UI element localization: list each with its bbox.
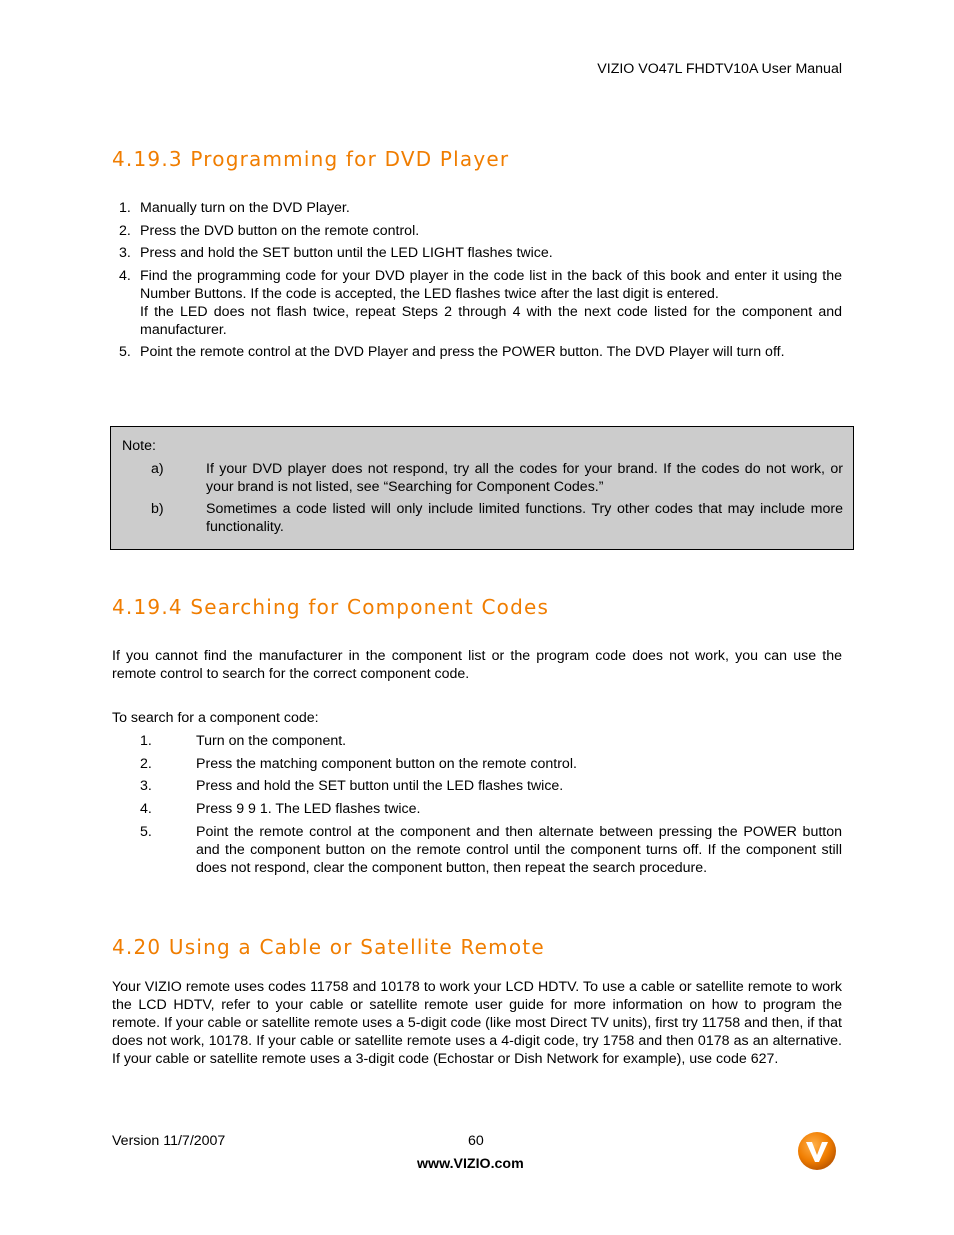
step-number: 5.	[119, 344, 131, 360]
header-title: VIZIO VO47L FHDTV10A User Manual	[597, 61, 842, 77]
step-text: Press 9 9 1. The LED flashes twice.	[196, 801, 421, 818]
dvd-steps-list	[112, 199, 842, 361]
list-item	[112, 755, 842, 773]
list-item	[112, 343, 842, 361]
step-text: Press the matching component button on the remote control.	[196, 755, 577, 772]
footer-version: Version 11/7/2007	[112, 1133, 226, 1149]
search-intro: If you cannot find the manufacturer in the component list or the program code does not work, you can use the remote control to search for the correct component code.	[112, 648, 842, 682]
search-steps-list	[112, 732, 842, 877]
step-number: 3.	[119, 245, 131, 261]
list-item	[112, 199, 842, 217]
page-number: 60	[468, 1133, 484, 1149]
list-item	[112, 800, 842, 818]
step-text: Press and hold the SET button until the LED LIGHT flashes twice.	[140, 245, 553, 261]
list-item	[112, 732, 842, 750]
step-number: 4.	[140, 801, 152, 818]
step-number: 2.	[119, 222, 131, 239]
note-text: If your DVD player does not respond, try all the codes for your brand. If the codes do not work, or your brand is not listed, see “Searching for Component Codes.”	[206, 461, 843, 495]
footer-url[interactable]: www.VIZIO.com	[417, 1156, 524, 1172]
step-text: Manually turn on the DVD Player.	[140, 200, 350, 216]
step-number: 4.	[119, 267, 131, 284]
step-number: 3.	[140, 778, 152, 795]
list-item	[112, 222, 842, 240]
list-item	[112, 777, 842, 795]
vizio-logo-icon	[797, 1131, 837, 1171]
list-item	[112, 267, 842, 339]
note-text: Sometimes a code listed will only include limited functions. Try other codes that may include more functionality.	[206, 501, 843, 535]
list-item	[112, 244, 842, 262]
step-text-extra: If the LED does not flash twice, repeat Steps 2 through 4 with the next code listed for the component and manufacturer.	[140, 303, 842, 338]
list-item	[112, 823, 842, 877]
note-label: Note:	[122, 438, 156, 454]
note-letter: a)	[151, 461, 164, 477]
step-number: 5.	[140, 823, 152, 840]
search-lead: To search for a component code:	[112, 710, 319, 726]
note-letter: b)	[151, 501, 164, 517]
step-text: Press the DVD button on the remote control.	[140, 222, 420, 239]
note-box	[110, 426, 854, 550]
step-number: 2.	[140, 755, 152, 772]
step-text: Point the remote control at the component and then alternate between pressing the POWER button and the component button on the remote control until the component turns off. If the component still does not respond, clear the component button, then repeat the search procedure.	[196, 823, 842, 876]
section-heading-cable: 4.20 Using a Cable or Satellite Remote	[112, 935, 545, 959]
section-heading-dvd: 4.19.3 Programming for DVD Player	[112, 147, 510, 171]
section-heading-search: 4.19.4 Searching for Component Codes	[112, 595, 550, 619]
step-text: Press and hold the SET button until the LED flashes twice.	[196, 778, 564, 795]
step-number: 1.	[119, 200, 131, 216]
step-text: Find the programming code for your DVD player in the code list in the back of this book and enter it using the Number Buttons. If the code is accepted, the LED flashes twice after the last digit is entered.	[140, 267, 842, 302]
step-number: 1.	[140, 733, 152, 749]
cable-body: Your VIZIO remote uses codes 11758 and 10178 to work your LCD HDTV. To use a cable or satellite remote to work the LCD HDTV, refer to your cable or satellite remote user guide for more information on how to program the remote. If your cable or satellite remote uses a 5-digit code (like most Direct TV units), first try 11758 and then, if that does not work, 10178. If your cable or satellite remote uses a 4-digit code, try 1758 and then 0178 as an alternative. If your cable or satellite remote uses a 3-digit code (Echostar or Dish Network for example), use code 627.	[112, 979, 842, 1067]
step-text: Turn on the component.	[196, 733, 347, 749]
step-text: Point the remote control at the DVD Player and press the POWER button. The DVD Player will turn off.	[140, 344, 785, 360]
